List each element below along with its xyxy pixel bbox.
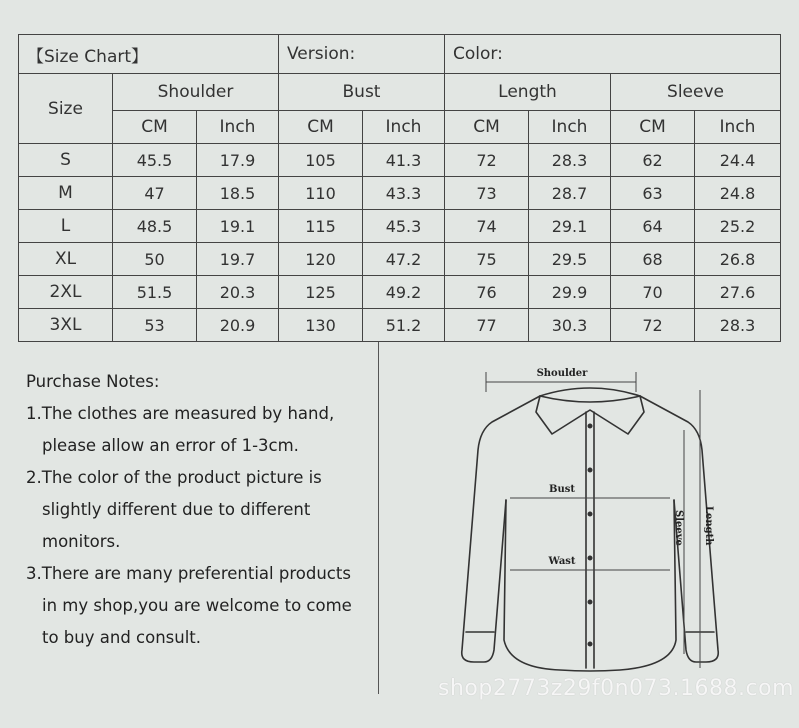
value-cell: 28.3: [695, 309, 781, 342]
value-cell: 64: [611, 210, 695, 243]
value-cell: 28.7: [529, 177, 611, 210]
unit-header: Inch: [529, 111, 611, 144]
value-cell: 62: [611, 144, 695, 177]
table-row: [19, 177, 781, 210]
value-cell: 51.2: [363, 309, 445, 342]
value-cell: 47.2: [363, 243, 445, 276]
note-1-line-2: please allow an error of 1-3cm.: [42, 436, 299, 455]
value-cell: 115: [279, 210, 363, 243]
size-cell: 2XL: [19, 276, 113, 309]
value-cell: 47: [113, 177, 197, 210]
size-cell: L: [19, 210, 113, 243]
note-3-line-1: 3.There are many preferential products: [26, 564, 351, 583]
value-cell: 75: [445, 243, 529, 276]
notes-heading: Purchase Notes:: [26, 372, 160, 391]
shoulder-label: Shoulder: [536, 368, 588, 379]
note-3-line-2: in my shop,you are welcome to come: [42, 596, 352, 615]
value-cell: 105: [279, 144, 363, 177]
value-cell: 130: [279, 309, 363, 342]
size-chart-title: 【Size Chart】: [19, 35, 279, 74]
watermark: shop2773z29f0n073.1688.com: [438, 676, 794, 701]
sleeve-label: Sleeve: [673, 510, 684, 546]
value-cell: 110: [279, 177, 363, 210]
value-cell: 63: [611, 177, 695, 210]
value-cell: 77: [445, 309, 529, 342]
value-cell: 27.6: [695, 276, 781, 309]
value-cell: 43.3: [363, 177, 445, 210]
note-2-line-1: 2.The color of the product picture is: [26, 468, 322, 487]
value-cell: 72: [611, 309, 695, 342]
value-cell: 68: [611, 243, 695, 276]
measure-lines: [486, 372, 700, 668]
value-cell: 48.5: [113, 210, 197, 243]
value-cell: 53: [113, 309, 197, 342]
value-cell: 24.4: [695, 144, 781, 177]
purchase-notes: [26, 366, 376, 654]
value-cell: 19.7: [197, 243, 279, 276]
unit-header: CM: [445, 111, 529, 144]
value-cell: 76: [445, 276, 529, 309]
value-cell: 51.5: [113, 276, 197, 309]
color-label: Color:: [445, 35, 781, 74]
unit-header: Inch: [363, 111, 445, 144]
value-cell: 50: [113, 243, 197, 276]
shirt-measurement-diagram: [440, 350, 740, 690]
bust-header: Bust: [279, 74, 445, 111]
value-cell: 45.5: [113, 144, 197, 177]
sleeve-header: Sleeve: [611, 74, 781, 111]
value-cell: 49.2: [363, 276, 445, 309]
unit-header: CM: [279, 111, 363, 144]
size-cell: S: [19, 144, 113, 177]
value-cell: 120: [279, 243, 363, 276]
size-cell: XL: [19, 243, 113, 276]
value-cell: 125: [279, 276, 363, 309]
shoulder-header: Shoulder: [113, 74, 279, 111]
size-header: Size: [19, 74, 113, 144]
value-cell: 29.9: [529, 276, 611, 309]
value-cell: 17.9: [197, 144, 279, 177]
value-cell: 41.3: [363, 144, 445, 177]
value-cell: 18.5: [197, 177, 279, 210]
value-cell: 24.8: [695, 177, 781, 210]
size-cell: M: [19, 177, 113, 210]
value-cell: 70: [611, 276, 695, 309]
bust-label: Bust: [549, 484, 575, 495]
value-cell: 29.5: [529, 243, 611, 276]
unit-header: CM: [113, 111, 197, 144]
note-3-line-3: to buy and consult.: [42, 628, 202, 647]
value-cell: 74: [445, 210, 529, 243]
value-cell: 30.3: [529, 309, 611, 342]
size-cell: 3XL: [19, 309, 113, 342]
table-row: [19, 144, 781, 177]
unit-header: Inch: [197, 111, 279, 144]
table-row: [19, 243, 781, 276]
value-cell: 20.9: [197, 309, 279, 342]
unit-header: Inch: [695, 111, 781, 144]
divider: [378, 342, 379, 694]
size-chart-table: [18, 34, 781, 342]
unit-header: CM: [611, 111, 695, 144]
value-cell: 25.2: [695, 210, 781, 243]
table-row: [19, 309, 781, 342]
value-cell: 73: [445, 177, 529, 210]
value-cell: 72: [445, 144, 529, 177]
length-header: Length: [445, 74, 611, 111]
value-cell: 26.8: [695, 243, 781, 276]
value-cell: 28.3: [529, 144, 611, 177]
buttons: [588, 424, 593, 647]
length-label: Length: [703, 506, 714, 546]
wast-label: Wast: [548, 556, 576, 567]
value-cell: 45.3: [363, 210, 445, 243]
value-cell: 29.1: [529, 210, 611, 243]
note-1-line-1: 1.The clothes are measured by hand,: [26, 404, 335, 423]
table-row: [19, 210, 781, 243]
value-cell: 20.3: [197, 276, 279, 309]
version-label: Version:: [279, 35, 445, 74]
note-2-line-3: monitors.: [42, 532, 121, 551]
note-2-line-2: slightly different due to different: [42, 500, 311, 519]
value-cell: 19.1: [197, 210, 279, 243]
table-row: [19, 276, 781, 309]
